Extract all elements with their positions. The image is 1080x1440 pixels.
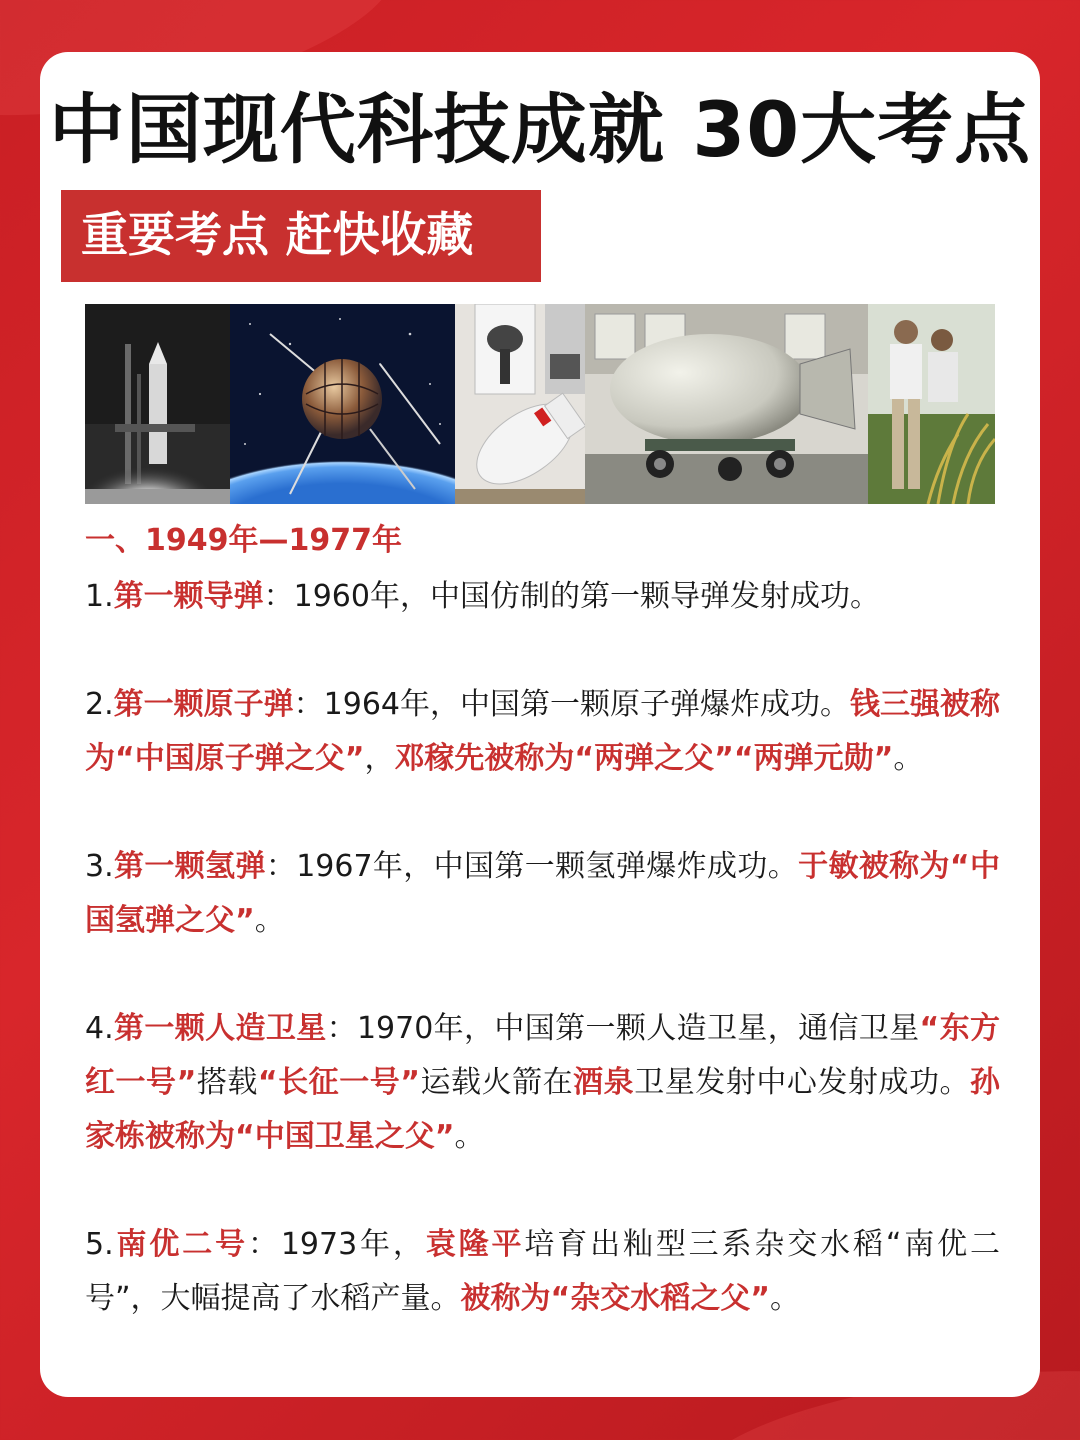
item-text: ：1967年，中国第一颗氢弹爆炸成功。 <box>265 849 799 884</box>
list-item <box>85 840 1000 948</box>
content-body <box>85 518 1000 1326</box>
photo-strip <box>85 304 995 504</box>
item-highlight: 于敏被称为“中国氢弹之父” <box>85 849 1001 938</box>
item-highlight: 被称为“杂交水稻之父” <box>460 1281 770 1316</box>
bomb-model-photo <box>585 304 868 504</box>
item-text: ：1964年，中国第一颗原子弹爆炸成功。 <box>293 687 850 722</box>
item-text: 搭载 <box>196 1065 258 1100</box>
item-text: ：1960年，中国仿制的第一颗导弹发射成功。 <box>263 579 880 614</box>
list-item <box>85 1002 1000 1164</box>
item-highlight: 邓稼先被称为“两弹之父”“两弹元勋” <box>394 741 894 776</box>
section-heading: 一、1949年—1977年 <box>85 523 402 558</box>
rocket-launch-photo <box>85 304 230 504</box>
item-number: 4. <box>85 1011 114 1046</box>
item-number: 1. <box>85 579 114 614</box>
atomic-bomb-exhibit-photo <box>455 304 585 504</box>
item-text: 。 <box>454 1119 485 1154</box>
item-name: 第一颗导弹 <box>113 579 264 614</box>
item-name: 第一颗原子弹 <box>113 687 294 722</box>
list-item <box>85 678 1000 786</box>
item-highlight: 袁隆平 <box>425 1227 525 1262</box>
item-highlight: “东方红一号” <box>85 1011 1000 1100</box>
list-item <box>85 1218 1000 1326</box>
item-highlight: 钱三强被称为“中国原子弹之父” <box>85 687 1001 776</box>
item-highlight: “长征一号” <box>257 1065 420 1100</box>
item-text: 培育出籼型三系杂交水稻“南优二号”，大幅提高了水稻产量。 <box>85 1227 1000 1316</box>
content-card <box>40 52 1040 1397</box>
item-highlight: 酒泉 <box>573 1065 635 1100</box>
item-text: ：1970年，中国第一颗人造卫星，通信卫星 <box>326 1011 920 1046</box>
item-number: 5. <box>85 1227 114 1262</box>
page-title: 中国现代科技成就 30大考点 <box>48 85 1032 174</box>
list-item <box>85 570 1000 624</box>
item-name: 南优二号 <box>113 1227 248 1262</box>
item-text: 。 <box>893 741 924 776</box>
satellite-photo <box>230 304 455 504</box>
item-text: ：1973年， <box>247 1227 426 1262</box>
item-text: ， <box>364 741 395 776</box>
item-name: 第一颗氢弹 <box>113 849 266 884</box>
item-text: 。 <box>254 903 285 938</box>
item-text: 运载火箭在 <box>419 1065 574 1100</box>
item-name: 第一颗人造卫星 <box>113 1011 327 1046</box>
item-number: 3. <box>85 849 114 884</box>
item-number: 2. <box>85 687 114 722</box>
item-text: 。 <box>769 1281 800 1316</box>
subtitle-banner <box>61 190 541 282</box>
item-text: 卫星发射中心发射成功。 <box>634 1065 971 1100</box>
item-highlight: 孙家栋被称为“中国卫星之父” <box>85 1065 1001 1154</box>
subtitle-text: 重要考点 赶快收藏 <box>81 208 474 263</box>
rice-field-photo <box>868 304 995 504</box>
